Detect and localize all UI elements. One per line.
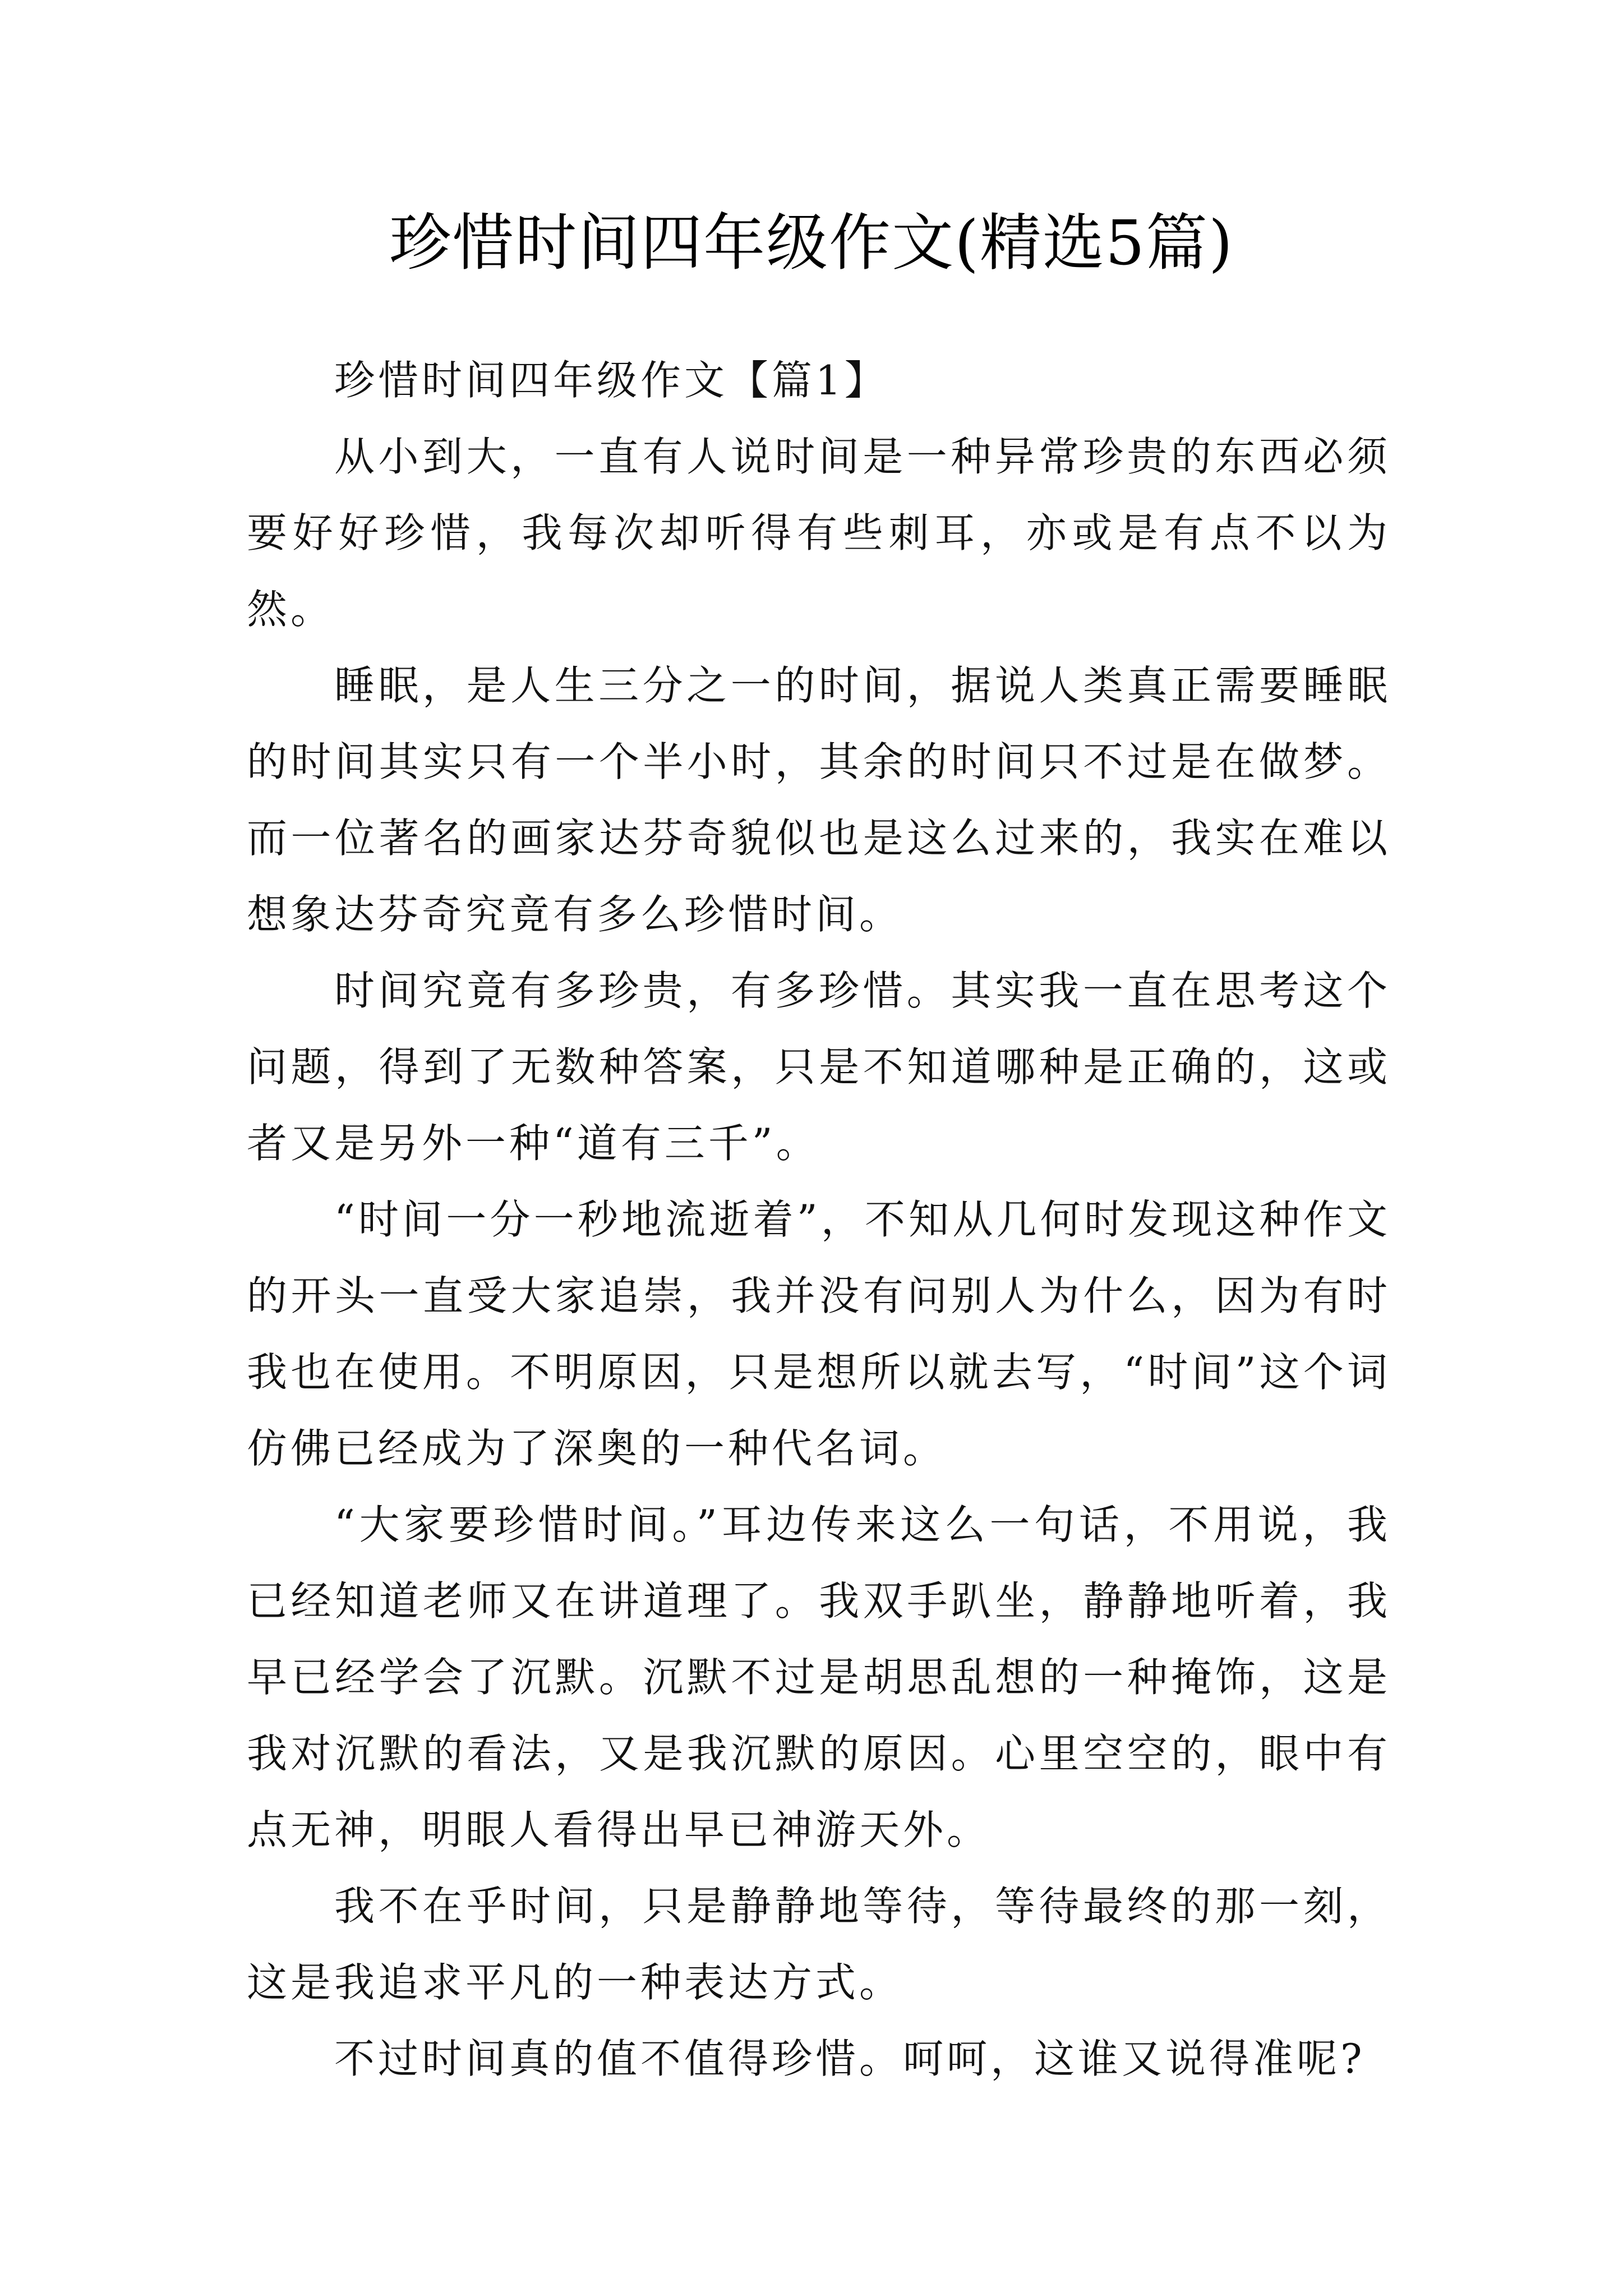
paragraph-3: 时间究竟有多珍贵，有多珍惜。其实我一直在思考这个问题，得到了无数种答案，只是不知道哪种是正确的，这或者又是另外一种“道有三千”。 bbox=[247, 967, 1391, 1167]
paragraph-7: 不过时间真的值不值得珍惜。呵呵，这谁又说得准呢? bbox=[334, 2035, 1366, 2082]
section-heading: 珍惜时间四年级作文【篇1】 bbox=[334, 357, 888, 404]
paragraph-4: “时间一分一秒地流逝着”，不知从几何时发现这种作文的开头一直受大家追崇，我并没有问别人为什么，因为有时我也在使用。不明原因，只是想所以就去写，“时间”这个词仿佛已经成为了深奥的一种代名词。 bbox=[247, 1196, 1391, 1472]
paragraph-5: “大家要珍惜时间。”耳边传来这么一句话，不用说，我已经知道老师又在讲道理了。我双手趴坐，静静地听着，我早已经学会了沉默。沉默不过是胡思乱想的一种掩饰，这是我对沉默的看法，又是我沉默的原因。心里空空的，眼中有点无神，明眼人看得出早已神游天外。 bbox=[247, 1501, 1391, 1853]
paragraph-2: 睡眠，是人生三分之一的时间，据说人类真正需要睡眠的时间其实只有一个半小时，其余的时间只不过是在做梦。而一位著名的画家达芬奇貌似也是这么过来的，我实在难以想象达芬奇究竟有多么珍惜时间。 bbox=[247, 662, 1391, 938]
document-body bbox=[247, 342, 1391, 2097]
document-title: 珍惜时间四年级作文(精选5篇) bbox=[389, 207, 1234, 279]
paragraph-6: 我不在乎时间，只是静静地等待，等待最终的那一刻，这是我追求平凡的一种表达方式。 bbox=[247, 1883, 1391, 2006]
paragraph-1: 从小到大，一直有人说时间是一种异常珍贵的东西必须要好好珍惜，我每次却听得有些刺耳，亦或是有点不以为然。 bbox=[247, 433, 1391, 633]
